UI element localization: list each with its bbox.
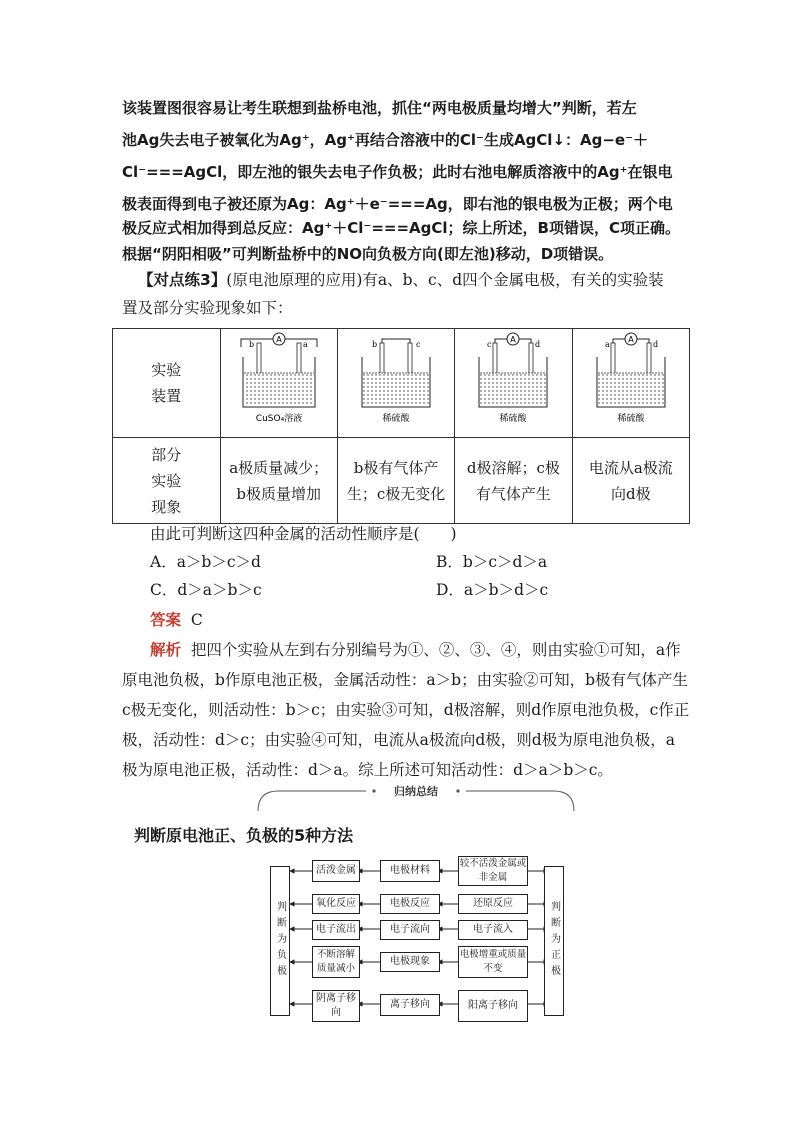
flow-right-4: 电极增重或质量不变 <box>458 946 528 978</box>
flow-center-2: 电极反应 <box>380 894 440 914</box>
beaker-1-diagram <box>229 329 329 429</box>
flow-left-5: 阴离子移向 <box>312 990 360 1022</box>
header-line: 实验 <box>151 361 182 379</box>
intro-line-2: 池Ag失去电子被氧化为Ag⁺，Ag⁺再结合溶液中的Cl⁻生成AgCl↓：Ag−e⁻＋ <box>122 131 649 149</box>
summary-divider <box>256 785 576 815</box>
analysis-text-1: 把四个实验从左到右分别编号为①、②、③、④，则由实验①可知，a作 <box>190 641 681 659</box>
flow-right-3: 电子流入 <box>458 920 528 940</box>
option-b: B．b＞c＞d＞a <box>436 553 548 571</box>
solution-label: 稀硫酸 <box>499 414 527 424</box>
electrode-label: c <box>487 340 492 349</box>
analysis-line-3: c极无变化，则活动性：b＞c；由实验③可知，d极溶解，则d作原电池负极，c作正 <box>122 701 690 719</box>
solution-label: 稀硫酸 <box>617 414 645 424</box>
negative-label: 判断为负极 <box>274 901 286 981</box>
exercise-tag: 【对点练3】 <box>138 271 227 289</box>
phenomenon-line: 生；c极无变化 <box>346 484 446 503</box>
option-a: A．a＞b＞c＞d <box>150 553 261 571</box>
summary-tag: 归纳总结 <box>394 785 438 798</box>
electrode-label: b <box>248 340 254 349</box>
header-line: 实验 <box>151 471 182 490</box>
beaker-2-diagram <box>346 329 446 429</box>
electrode-label: c <box>416 340 421 349</box>
phenomenon-line: 向d极 <box>610 484 651 503</box>
electrode-label: d <box>535 340 541 349</box>
apparatus-3 <box>455 329 572 438</box>
phenomenon-line: b极有气体产 <box>353 458 439 477</box>
flow-left-2: 氧化反应 <box>312 894 360 914</box>
beaker-3-diagram <box>463 329 563 429</box>
intro-line-5: 极反应式相加得到总反应：Ag⁺＋Cl⁻===AgCl；综上所述，B项错误，C项正确。 <box>122 219 680 237</box>
positive-label: 判断为正极 <box>548 901 560 981</box>
meter-label: A <box>510 335 517 344</box>
analysis-line-1 <box>150 636 716 664</box>
apparatus-2 <box>337 329 454 438</box>
flow-right-1: 较不活泼金属或非金属 <box>458 856 528 886</box>
phenomenon-line: a极质量减少； <box>229 458 329 477</box>
flow-left-1: 活泼金属 <box>312 860 360 882</box>
option-c: C．d＞a＞b＞c <box>150 581 262 599</box>
electrode-label: d <box>652 340 658 349</box>
flow-left-3: 电子流出 <box>312 920 360 940</box>
apparatus-1 <box>220 329 337 438</box>
electrode-label: b <box>372 340 378 349</box>
electrode-label: a <box>302 340 308 349</box>
analysis-line-5: 极为原电池正极，活动性：d＞a。综上所述可知活动性：d＞a＞b＞c。 <box>122 761 613 779</box>
table-header-phenomena <box>113 438 221 524</box>
phenomenon-3 <box>455 438 572 524</box>
phenomenon-line: 有气体产生 <box>475 484 551 503</box>
electrode-label: a <box>604 340 610 349</box>
answer-value: C <box>190 611 203 629</box>
table-header-apparatus <box>113 329 221 438</box>
beaker-4-diagram <box>581 329 681 429</box>
option-d: D．a＞b＞d＞c <box>436 581 549 599</box>
phenomenon-line: d极溶解；c极 <box>466 458 560 477</box>
meter-label: A <box>628 335 634 344</box>
positive-electrode-box <box>544 866 564 1016</box>
apparatus-4 <box>572 329 689 438</box>
solution-label: CuSO₄溶液 <box>255 414 302 424</box>
flow-center-1: 电极材料 <box>380 860 440 882</box>
phenomenon-line: 电流从a极流 <box>588 458 673 477</box>
phenomenon-2 <box>337 438 454 524</box>
flow-right-2: 还原反应 <box>458 894 528 914</box>
section-title: 判断原电池正、负极的5种方法 <box>134 826 354 845</box>
question-text: 由此可判断这四种金属的活动性顺序是( ) <box>150 525 457 543</box>
negative-electrode-box <box>270 866 290 1016</box>
exercise-line-2: 置及部分实验现象如下： <box>122 299 293 317</box>
intro-line-4: 极表面得到电子被还原为Ag：Ag⁺＋e⁻===Ag，即右池的银电极为正极；两个电 <box>122 195 673 213</box>
flow-center-4: 电极现象 <box>380 952 440 972</box>
phenomenon-4 <box>572 438 689 524</box>
exercise-line-1 <box>138 266 704 294</box>
flow-right-5: 阳离子移向 <box>458 990 528 1022</box>
analysis-line-4: 极，活动性：d＞c；由实验④可知，电流从a极流向d极，则d极为原电池负极，a <box>122 731 675 749</box>
experiment-table <box>112 328 690 524</box>
meter-label: A <box>275 335 282 344</box>
header-line: 现象 <box>151 497 182 516</box>
solution-label: 稀硫酸 <box>382 414 410 424</box>
analysis-label: 解析 <box>150 640 182 659</box>
flow-left-4: 不断溶解质量减小 <box>312 946 360 978</box>
answer-line <box>150 606 716 634</box>
flow-center-5: 离子移向 <box>380 994 440 1016</box>
intro-line-1: 该装置图很容易让考生联想到盐桥电池，抓住“两电极质量均增大”判断，若左 <box>122 99 637 117</box>
phenomenon-1 <box>220 438 337 524</box>
phenomenon-line: b极质量增加 <box>236 484 321 503</box>
flow-center-3: 电子流向 <box>380 920 440 940</box>
exercise-text-1: (原电池原理的应用)有a、b、c、d四个金属电极，有关的实验装 <box>226 271 664 289</box>
analysis-line-2: 原电池负极，b作原电池正极，金属活动性：a＞b；由实验②可知，b极有气体产生 <box>122 671 689 689</box>
intro-line-3: Cl⁻===AgCl，即左池的银失去电子作负极；此时右池电解质溶液中的Ag⁺在银电 <box>122 163 673 181</box>
header-line: 装置 <box>151 387 182 405</box>
intro-line-6: 根据“阴阳相吸”可判断盐桥中的NO向负极方向(即左池)移动，D项错误。 <box>122 245 614 263</box>
header-line: 部分 <box>151 445 182 464</box>
answer-label: 答案 <box>150 610 182 629</box>
